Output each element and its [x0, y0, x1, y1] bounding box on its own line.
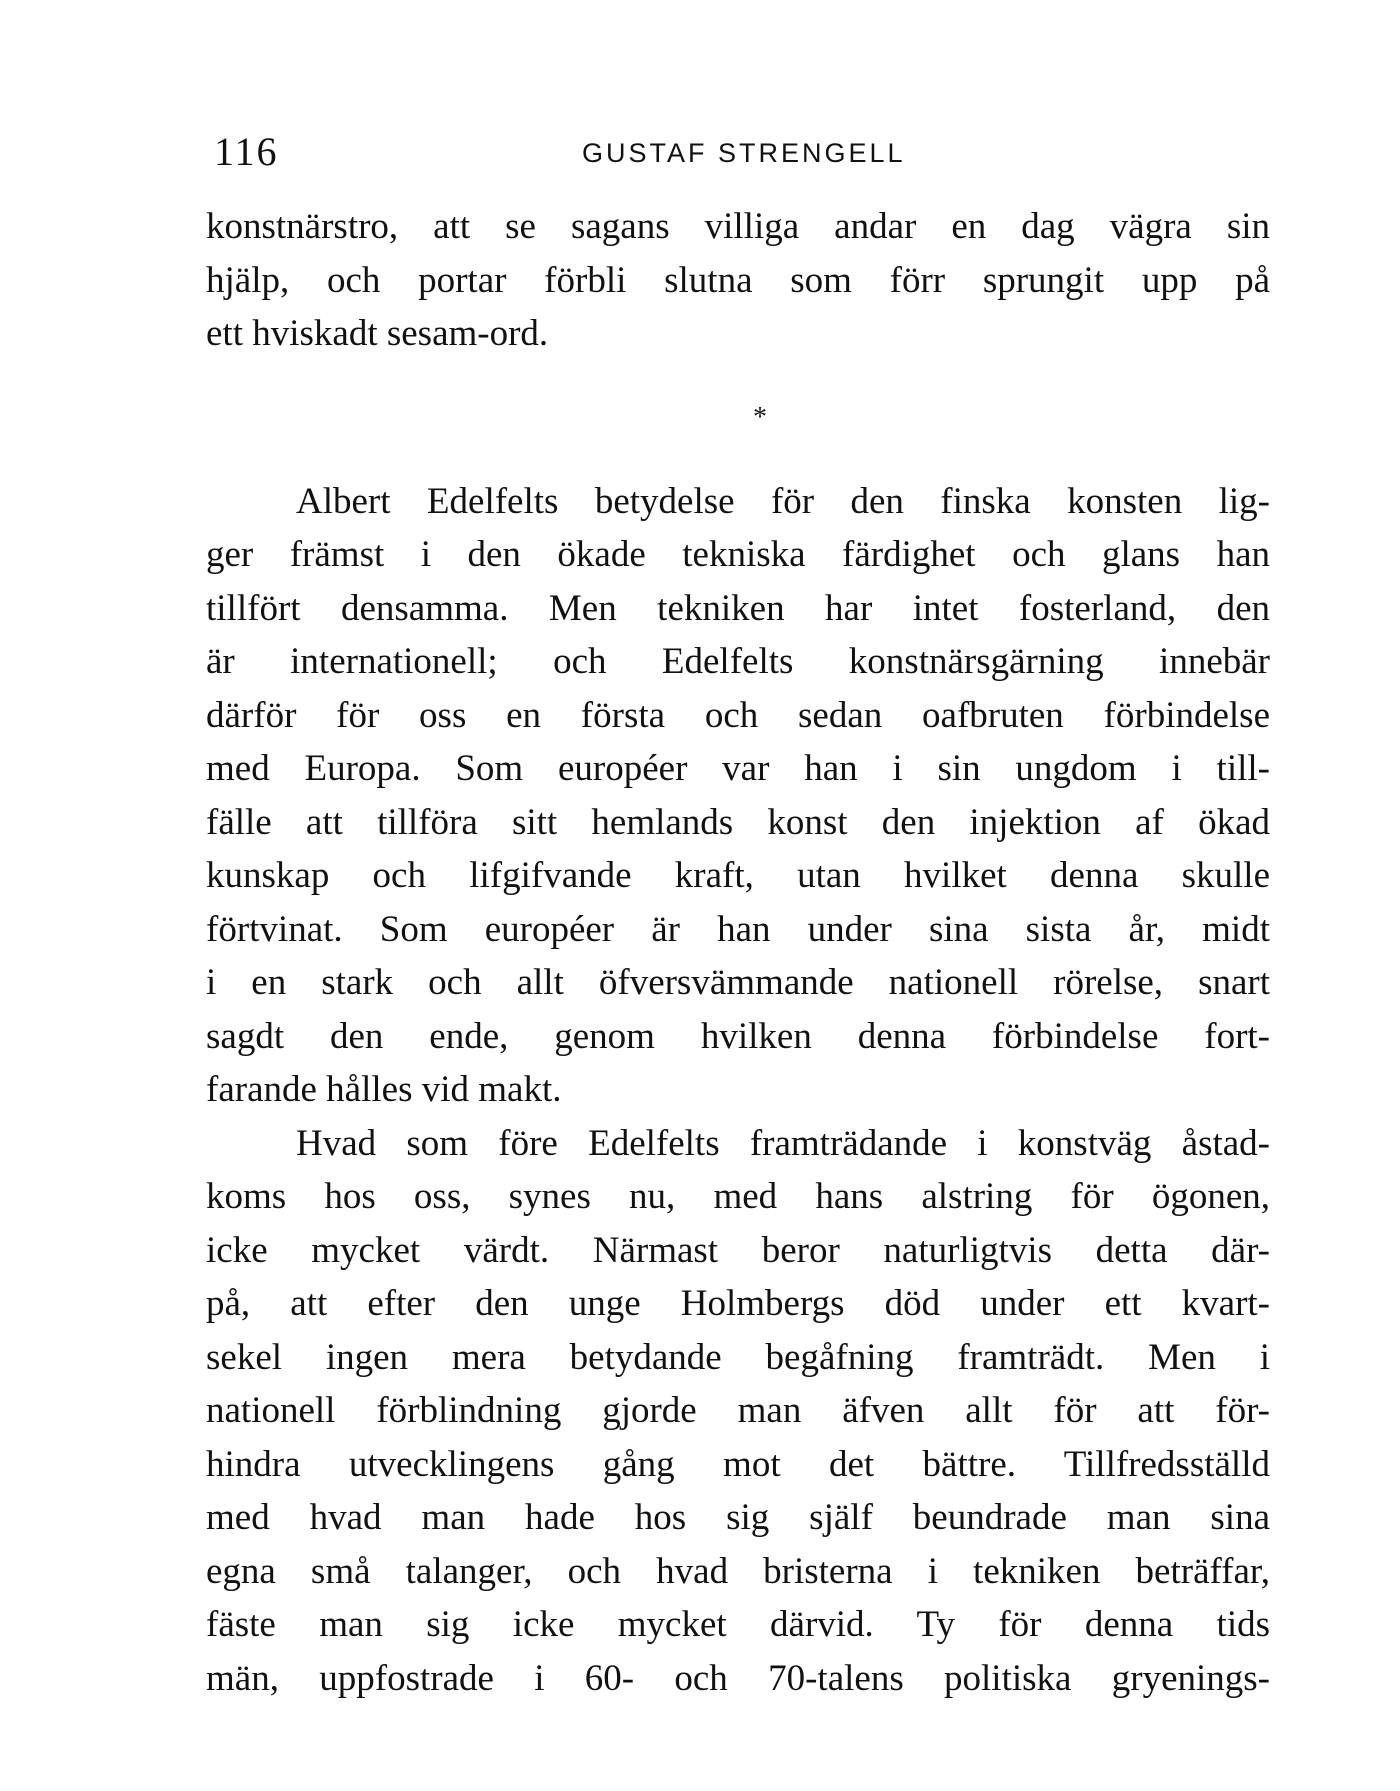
- text-line: därför för oss en första och sedan oafbruten förbindelse: [206, 694, 1270, 736]
- text-line: fäste man sig icke mycket därvid. Ty för denna tids: [206, 1604, 1270, 1645]
- body-text: [206, 200, 1270, 1705]
- text-line: farande hålles vid makt.: [206, 1069, 562, 1110]
- paragraph-2: [206, 475, 1270, 1117]
- text-line: på, att efter den unge Holmbergs död under ett kvart-: [206, 1283, 1270, 1324]
- text-line: med hvad man hade hos sig själf beundrade man sina: [206, 1497, 1270, 1538]
- text-line: ett hviskadt sesam-ord.: [206, 313, 549, 354]
- text-line: nationell förblindning gjorde man äfven allt för att för-: [206, 1390, 1270, 1431]
- text-line: hindra utvecklingens gång mot det bättre. Tillfredsställd: [206, 1443, 1270, 1485]
- text-line: koms hos oss, synes nu, med hans alstring för ögonen,: [206, 1176, 1270, 1217]
- text-line: ger främst i den ökade tekniska färdighet och glans han: [206, 534, 1270, 575]
- text-line: sagdt den ende, genom hvilken denna förbindelse fort-: [206, 1015, 1270, 1057]
- text-line: män, uppfostrade i 60- och 70-talens politiska gryenings-: [206, 1657, 1270, 1699]
- text-line: icke mycket värdt. Närmast beror naturligtvis detta där-: [206, 1229, 1270, 1271]
- text-line: konstnärstro, att se sagans villiga andar en dag vägra sin: [206, 206, 1270, 247]
- text-line: i en stark och allt öfversvämmande nationell rörelse, snart: [206, 962, 1270, 1003]
- page-number: 116: [214, 129, 279, 174]
- text-line: kunskap och lifgifvande kraft, utan hvilket denna skulle: [206, 855, 1270, 896]
- text-line: sekel ingen mera betydande begåfning framträdt. Men i: [206, 1336, 1270, 1378]
- running-head: [214, 128, 1272, 178]
- text-line: är internationell; och Edelfelts konstnärsgärning innebär: [206, 641, 1270, 682]
- text-line: hjälp, och portar förbli slutna som förr sprungit upp på: [206, 259, 1270, 301]
- text-line: förtvinat. Som européer är han under sina sista år, midt: [206, 908, 1270, 950]
- text-line: tillfört densamma. Men tekniken har intet fosterland, den: [206, 587, 1270, 629]
- running-title: GUSTAF STRENGELL: [582, 138, 906, 168]
- section-separator: *: [753, 401, 767, 433]
- text-line: egna små talanger, och hvad bristerna i tekniken beträffar,: [206, 1550, 1270, 1592]
- text-line: fälle att tillföra sitt hemlands konst den injektion af ökad: [206, 801, 1270, 843]
- text-line: med Europa. Som européer var han i sin ungdom i till-: [206, 748, 1270, 789]
- paragraph-3: [206, 1117, 1270, 1706]
- paragraph-1: [206, 200, 1270, 361]
- text-line: Hvad som före Edelfelts framträdande i konstväg åstad-: [296, 1122, 1270, 1164]
- text-line: Albert Edelfelts betydelse för den finska konsten lig-: [296, 480, 1270, 522]
